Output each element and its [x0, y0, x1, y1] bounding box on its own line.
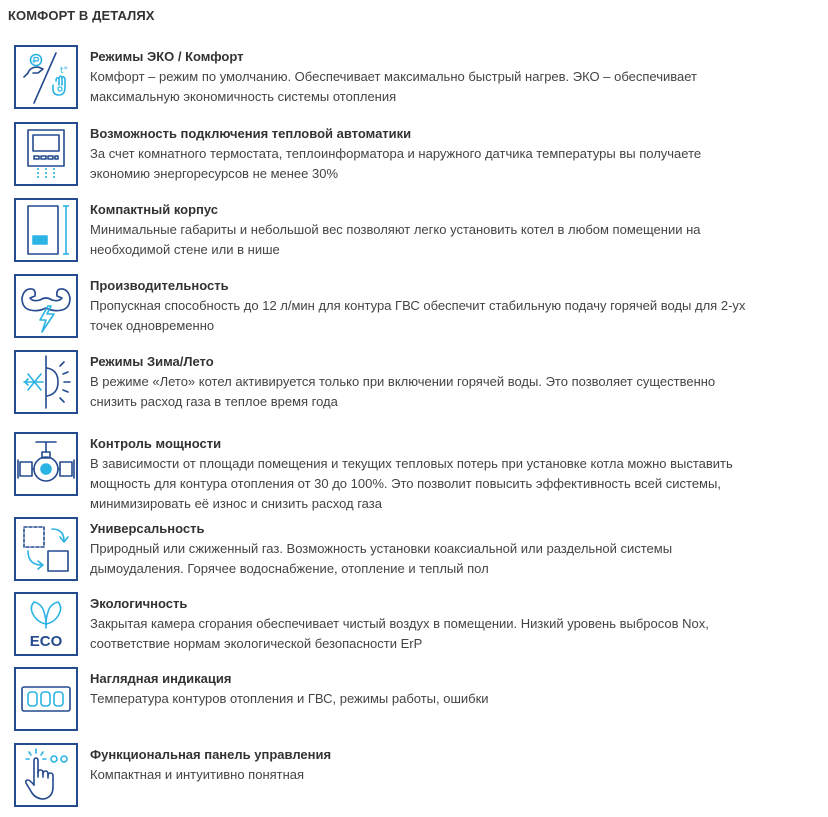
feature-title: Производительность — [90, 278, 229, 293]
feature-description: Компактная и интуитивно понятная — [90, 767, 305, 782]
eco-comfort-icon — [14, 45, 78, 109]
feature-title: Контроль мощности — [90, 436, 222, 451]
feature-description: Пропускная способность до 12 л/мин для контура ГВС обеспечит стабильную подачу горячей воды для 2-ух точек одновременно — [90, 298, 746, 333]
digital-display-icon — [14, 667, 78, 731]
svg-text:ECO: ECO — [29, 633, 63, 650]
feature-description: В зависимости от площади помещения и текущих тепловых потерь при установке котла можно выставить мощность для контура отопления от 30 до 100%. Это позволит повысить эффективность всей системы, минимизировать её износ и снизить расход газа — [90, 456, 733, 511]
thermostat-panel-icon — [14, 122, 78, 186]
eco-leaves-icon — [14, 592, 78, 656]
feature-description: Закрытая камера сгорания обеспечивает чистый воздух в помещении. Низкий уровень выбросов Nox, соответствие нормам экологической безопасности ErP — [90, 616, 709, 651]
section-title: КОМФОРТ В ДЕТАЛЯХ — [8, 8, 155, 23]
compact-boiler-icon — [14, 198, 78, 262]
svg-text:t°: t° — [60, 66, 69, 76]
feature-description: Природный или сжиженный газ. Возможность установки коаксиальной или раздельной системы дымоудаления. Горячее водоснабжение, отопление и теплый пол — [90, 541, 673, 576]
touch-panel-icon — [14, 743, 78, 807]
feature-description: Температура контуров отопления и ГВС, режимы работы, ошибки — [90, 691, 489, 706]
feature-description: Минимальные габариты и небольшой вес позволяют легко установить котел в любом помещении на необходимой стене или в нише — [90, 222, 701, 257]
valve-power-icon — [14, 432, 78, 496]
feature-description: В режиме «Лето» котел активируется только при включении горячей воды. Это позволяет существенно снизить расход газа в теплое время года — [90, 374, 716, 409]
feature-title: Экологичность — [90, 596, 188, 611]
feature-title: Компактный корпус — [90, 202, 219, 217]
feature-description: За счет комнатного термостата, теплоинформатора и наружного датчика температуры вы получаете экономию энергоресурсов не менее 30% — [90, 146, 702, 181]
power-muscle-icon — [14, 274, 78, 338]
feature-title: Режимы Зима/Лето — [90, 354, 214, 369]
feature-title: Возможность подключения тепловой автоматики — [90, 126, 412, 141]
feature-title: Универсальность — [90, 521, 205, 536]
feature-title: Функциональная панель управления — [90, 747, 332, 762]
feature-title: Наглядная индикация — [90, 671, 232, 686]
universal-swap-icon — [14, 517, 78, 581]
feature-description: Комфорт – режим по умолчанию. Обеспечивает максимально быстрый нагрев. ЭКО – обеспечивает максимальную экономичность системы отопления — [90, 69, 697, 104]
winter-summer-icon — [14, 350, 78, 414]
feature-title: Режимы ЭКО / Комфорт — [90, 49, 244, 64]
